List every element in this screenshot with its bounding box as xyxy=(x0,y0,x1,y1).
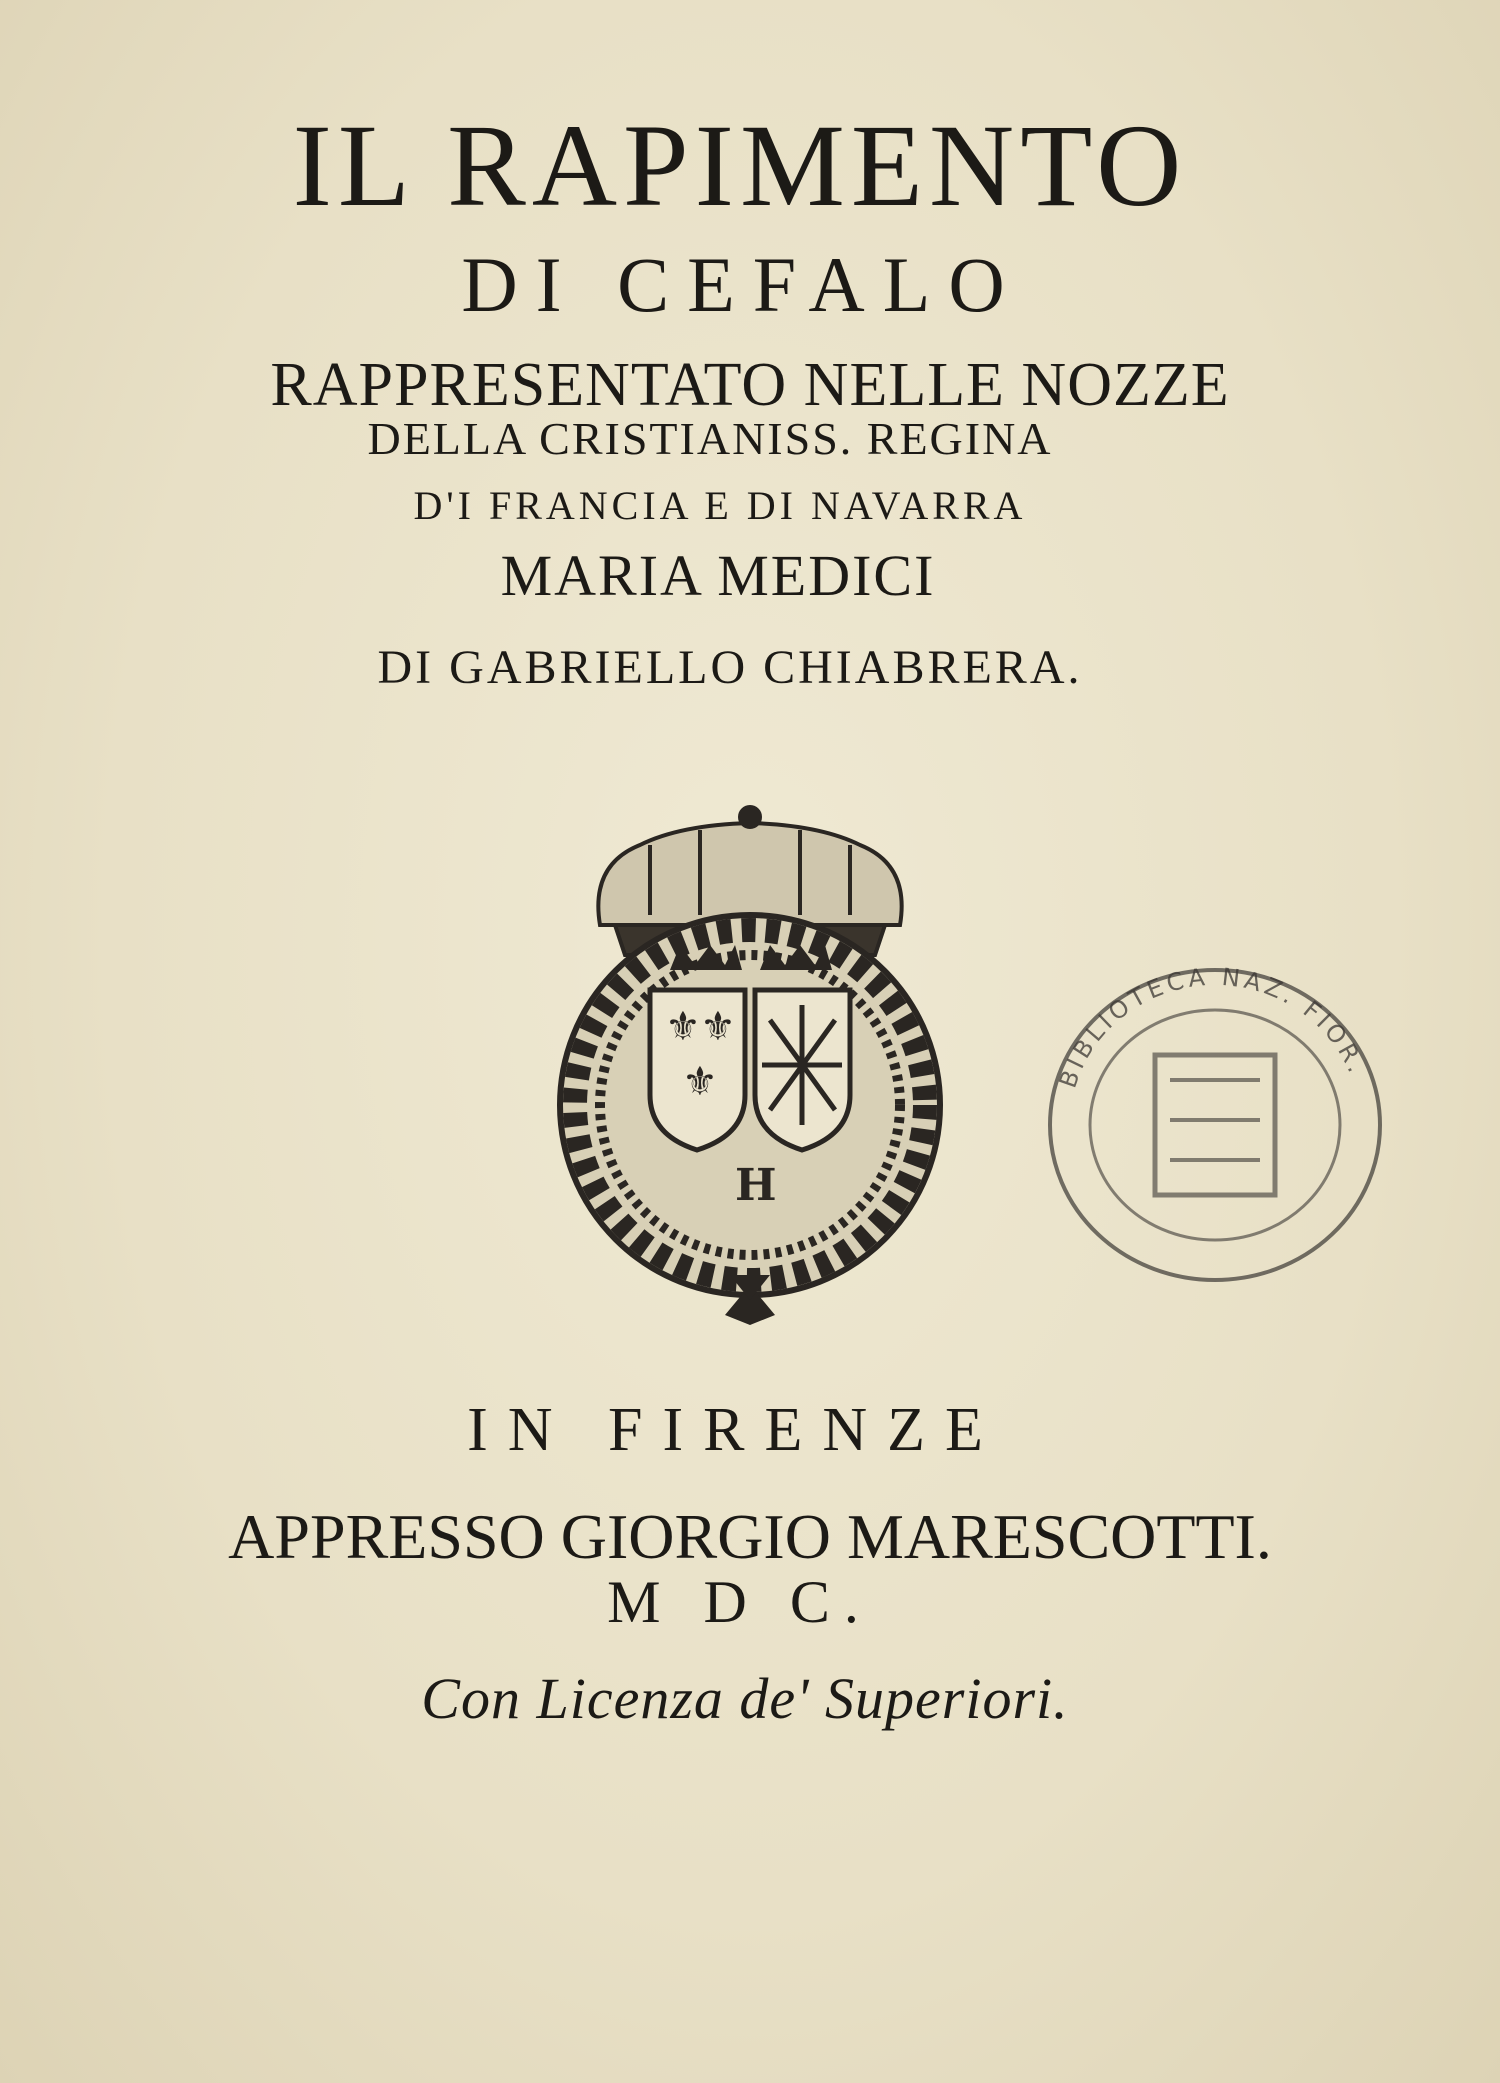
svg-text:⚜: ⚜ xyxy=(700,1004,736,1050)
svg-text:⚜: ⚜ xyxy=(682,1059,718,1105)
subtitle-line-1: RAPPRESENTATO NELLE NOZZE xyxy=(270,351,1230,419)
library-stamp-icon xyxy=(1040,960,1390,1290)
subtitle-line-4: MARIA MEDICI xyxy=(500,543,936,608)
stamp-text: BIBLIOTECA NAZ. FIOR. xyxy=(1053,962,1372,1092)
subtitle-line-2: DELLA CRISTIANISS. REGINA xyxy=(367,413,1053,464)
imprint-place: IN FIRENZE xyxy=(467,1396,1003,1464)
imprint-printer: APPRESSO GIORGIO MARESCOTTI. xyxy=(228,1501,1272,1572)
title-line-2: DI CEFALO xyxy=(461,241,1023,328)
author-line: DI GABRIELLO CHIABRERA. xyxy=(377,641,1083,694)
royal-coat-of-arms-icon xyxy=(530,805,970,1325)
svg-text:⚜: ⚜ xyxy=(665,1004,701,1050)
svg-text:BIBLIOTECA NAZ. FIOR. xyxy=(1054,963,1372,1092)
imprint-year: M D C. xyxy=(607,1569,873,1635)
subtitle-line-3: D'I FRANCIA E DI NAVARRA xyxy=(413,483,1027,528)
license-line: Con Licenza de' Superiori. xyxy=(421,1666,1069,1731)
svg-text:H: H xyxy=(735,1160,777,1211)
title-line-1: IL RAPIMENTO xyxy=(292,100,1188,231)
